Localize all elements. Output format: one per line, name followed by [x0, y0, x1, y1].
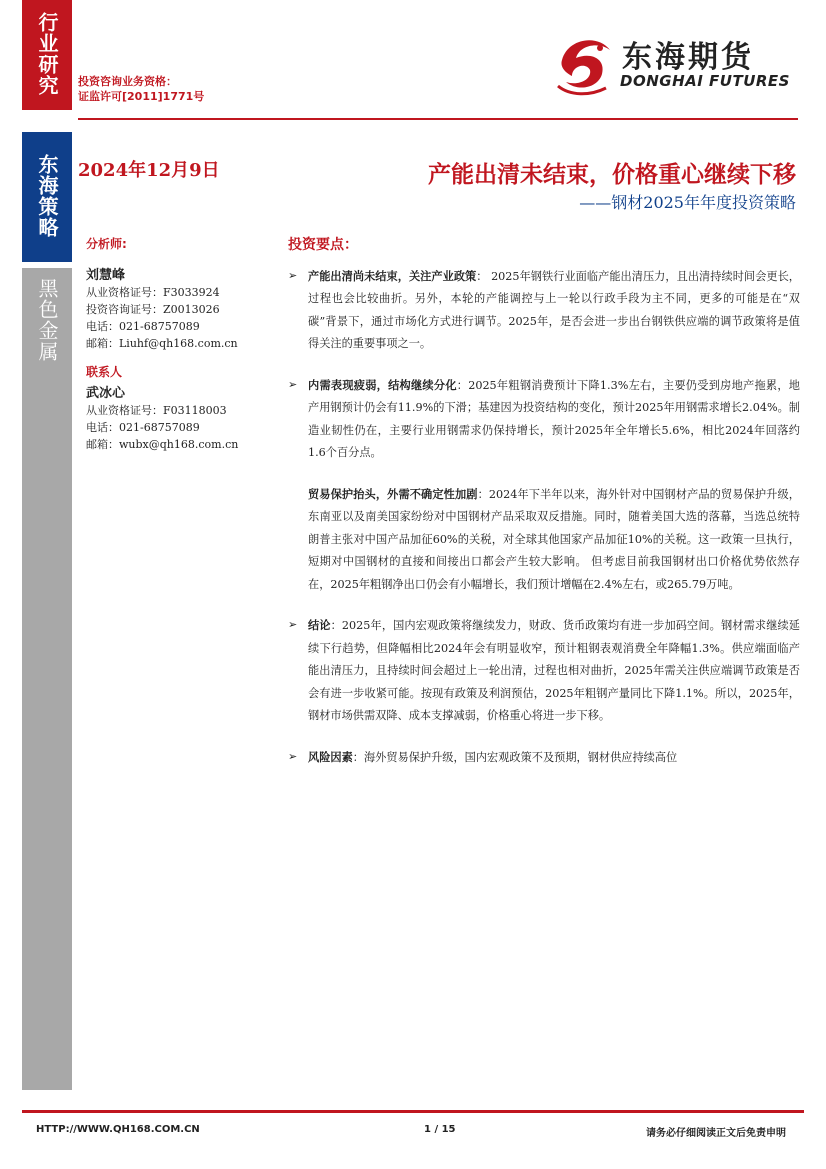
highlight-title: 产能出清尚未结束，关注产业政策 [308, 268, 477, 283]
analyst-name: 刘慧峰 [86, 268, 126, 283]
highlight-title: 内需表现疲弱，结构继续分化 [308, 377, 457, 392]
report-date: 2024年12月9日 [78, 160, 220, 181]
company-logo [550, 30, 800, 100]
header-divider [78, 118, 798, 120]
analyst-label: 分析师: [86, 237, 127, 251]
contact-label: 联系人 [86, 365, 123, 379]
analyst-invest-cert: 投资咨询证号：Z0013026 [86, 303, 220, 316]
analyst-panel [86, 236, 276, 453]
arrow-bullet-icon: ➢ [288, 749, 298, 763]
page-number: 1 / 15 [424, 1124, 456, 1135]
sidebar-tab-ferrous-metals [22, 268, 72, 1090]
section-heading: 投资要点： [288, 237, 358, 253]
highlight-trade [288, 483, 800, 597]
highlight-title: 贸易保护抬头，外需不确定性加剧 [308, 486, 478, 501]
report-title: 产能出清未结束，价格重心继续下移 [428, 161, 796, 188]
logo-chinese-text: 东海期货 [622, 40, 754, 75]
analyst-cert: 从业资格证号：F3033924 [86, 286, 220, 299]
disclaimer-notice: 请务必仔细阅读正文后免责申明 [646, 1128, 786, 1139]
highlight-demand [288, 374, 800, 465]
license-line-2: 证监许可[2011]1771号 [78, 90, 205, 103]
highlight-title: 结论 [308, 618, 331, 632]
sidebar-tab-industry-research [22, 0, 72, 110]
footer-website-link[interactable]: HTTP://WWW.QH168.COM.CN [36, 1124, 200, 1135]
highlight-body: ：2024年下半年以来，海外针对中国钢材产品的贸易保护升级，东南亚以及南美国家纷纷对中国钢材产品采取双反措施。同时，随着美国大选的落幕，当选总统特朗普主张对中国产品加征60%的关税，对全球其他国家产品加征10%的关税。这一政策一旦执行，短期对中国钢材的直接和间接出口都会产生较大影响。 但考虑目前我国钢材出口价格优势依然存在，2025年粗钢净出口仍会有小幅增长，我们预计增幅在2.4%左右，或265.79万吨。 [308, 487, 800, 591]
highlight-body: ：2025年，国内宏观政策将继续发力，财政、货币政策均有进一步加码空间。钢材需求继续延续下行趋势，但降幅相比2024年会有明显收窄，预计粗钢表观消费全年降幅1.3%。供应端面临产能出清压力，且持续时间会超过上一轮出清，过程也相对曲折，2025年需关注供应端调节政策是否会有进一步收紧可能。按现有政策及利润预估，2025年粗钢产量同比下降1.1%。所以，2025年，钢材市场供需双降、成本支撑减弱，价格重心将进一步下移。 [308, 619, 800, 722]
logo-english-text: DONGHAI FUTURES [620, 72, 790, 90]
arrow-bullet-icon: ➢ [288, 268, 298, 282]
contact-name: 武冰心 [86, 386, 126, 401]
highlight-body: ：海外贸易保护升级，国内宏观政策不及预期，钢材供应持续高位 [352, 750, 678, 764]
highlight-capacity [288, 265, 800, 356]
sidebar-tab-label: 黑色金属 [35, 278, 59, 362]
sidebar-tab-label: 东海策略 [35, 154, 59, 238]
highlight-title: 风险因素 [308, 749, 353, 764]
footer-divider [22, 1110, 804, 1113]
report-subtitle: ——钢材2025年年度投资策略 [579, 193, 796, 212]
analyst-email: 邮箱：Liuhf@qh168.com.cn [86, 337, 238, 350]
license-info [78, 74, 204, 104]
investment-highlights [288, 234, 800, 787]
contact-cert: 从业资格证号：F03118003 [86, 404, 227, 417]
highlight-body: ：2025年粗钢消费预计下降1.3%左右，主要仍受到房地产拖累，地产用钢预计仍会有11.9%的下滑；基建因为投资结构的变化，预计2025年用钢需求增长2.04%。制造业韧性仍在，主要行业用钢需求仍保持增长，预计2025年全年增长5.6%，相比2024年回落约1.6个百分点。 [308, 378, 800, 459]
dragon-logo-icon [550, 30, 620, 100]
analyst-phone: 电话：021-68757089 [86, 320, 200, 333]
arrow-bullet-icon: ➢ [288, 377, 298, 391]
contact-email: 邮箱：wubx@qh168.com.cn [86, 438, 239, 451]
license-line-1: 投资咨询业务资格： [78, 75, 177, 88]
contact-phone: 电话：021-68757089 [86, 421, 200, 434]
sidebar-tab-strategy [22, 132, 72, 262]
arrow-bullet-icon: ➢ [288, 618, 298, 631]
highlight-conclusion [288, 614, 800, 728]
highlight-risk [288, 746, 800, 770]
highlight-body: ： 2025年钢铁行业面临产能出清压力，且出清持续时间会更长，过程也会比较曲折。另外，本轮的产能调控与上一轮以行政手段为主不同，更多的可能是在“双碳”背景下，通过市场化方式进行调节。2025年，是否会进一步出台钢铁供应端的调节政策将是值得关注的重要事项之一。 [308, 269, 800, 350]
sidebar-tab-label: 行业研究 [35, 12, 59, 96]
